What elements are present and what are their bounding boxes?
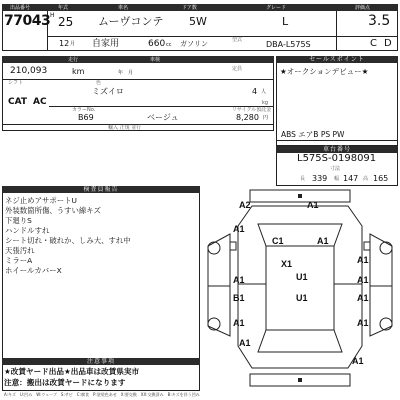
transmission: CAT bbox=[8, 97, 28, 107]
recycle-label: リサイクル預託金 bbox=[232, 107, 272, 113]
width: 147 bbox=[343, 174, 359, 183]
capacity: 4 bbox=[252, 87, 258, 96]
notes-line: 注意：搬出は改賃ヤードになります bbox=[4, 378, 126, 387]
damage-mark: A1 bbox=[357, 275, 369, 285]
damage-mark: A1 bbox=[239, 338, 251, 348]
damage-mark: A1 bbox=[317, 236, 329, 246]
previous-auction: 輸入 正規 並行 bbox=[108, 125, 142, 131]
inspector-line: 外装数箇所傷、うすい線キズ bbox=[5, 206, 101, 215]
inspector-line: ホイールカバーX bbox=[5, 266, 62, 275]
damage-mark: A1 bbox=[357, 318, 369, 328]
year-label: 年式 bbox=[58, 5, 69, 11]
door-count: 5W bbox=[189, 15, 207, 28]
car-name: ムーヴコンテ bbox=[98, 15, 164, 28]
damage-mark: C1 bbox=[272, 236, 284, 246]
grade-label: グレード bbox=[266, 5, 287, 11]
specs-header bbox=[2, 56, 274, 63]
color-header: 色 bbox=[96, 80, 102, 86]
damage-mark: A1 bbox=[357, 255, 369, 265]
door-label: ドア数 bbox=[182, 5, 197, 11]
inspector-line: ミラーA bbox=[5, 256, 33, 265]
first-reg-month: 12 bbox=[59, 39, 70, 48]
damage-mark: A2 bbox=[239, 200, 251, 210]
recycle-unit: 円 bbox=[263, 115, 269, 121]
inspector-line: 天張汚れ bbox=[5, 246, 35, 255]
damage-mark: A1 bbox=[233, 224, 245, 234]
color-code: B69 bbox=[78, 113, 94, 122]
footer-legend: A:キズ U:凹み W:ウェーブ S:サビ C:腐食 P:塗装色あせ X:要交換 XX:交換済み B:キズを伴う凹み bbox=[4, 392, 200, 397]
inspector-line: 下廻りS bbox=[5, 216, 32, 225]
era-mark: H bbox=[50, 12, 55, 19]
damage-mark: U1 bbox=[296, 293, 308, 303]
damage-mark: A1 bbox=[352, 356, 364, 366]
recycle-fee: 8,280 bbox=[236, 113, 259, 122]
damage-mark: A1 bbox=[357, 293, 369, 303]
model-label: 型式 bbox=[232, 37, 243, 43]
displacement-unit: cc bbox=[166, 42, 172, 48]
color-code-label: カラーNo. bbox=[72, 107, 96, 113]
interior-color: ベージュ bbox=[147, 113, 179, 122]
chassis-number: L575S-0198091 bbox=[297, 153, 377, 164]
model-year: 25 bbox=[58, 15, 74, 29]
lot-number: 77043 bbox=[4, 13, 51, 29]
inspector-line: ハンドルすれ bbox=[5, 226, 50, 235]
damage-mark: A1 bbox=[233, 275, 245, 285]
exterior-grade: D bbox=[384, 38, 392, 49]
width-label: 幅 bbox=[334, 176, 340, 182]
sales-point-header: セールスポイント bbox=[276, 56, 398, 63]
month-suffix: 月 bbox=[70, 41, 76, 47]
mileage-header: 走行 bbox=[68, 57, 79, 63]
inspector-header: 検査員報告 bbox=[2, 186, 200, 193]
dims-label: 寸法 bbox=[330, 166, 341, 172]
interior-grade: C bbox=[370, 38, 377, 49]
lot-label: 出品番号 bbox=[10, 5, 31, 11]
mileage: 210,093 bbox=[10, 66, 48, 76]
damage-mark: A1 bbox=[307, 200, 319, 210]
fuel-type: ガソリン bbox=[180, 40, 208, 48]
car-diagram bbox=[202, 186, 398, 391]
mileage-unit: km bbox=[72, 67, 85, 76]
inspection-header: 車検 bbox=[150, 57, 161, 63]
model-code: DBA-L575S bbox=[266, 40, 311, 49]
shift-label: シフト bbox=[8, 80, 24, 86]
air-conditioning: AC bbox=[33, 97, 47, 107]
sales-point-text: ★オークションデビュー★ bbox=[280, 67, 369, 76]
load-unit: kg bbox=[262, 100, 269, 106]
height-label: 高 bbox=[363, 176, 369, 182]
damage-mark: X1 bbox=[281, 259, 293, 269]
inspector-line: シート切れ・破れか、しみ大、すれ中 bbox=[5, 236, 131, 245]
color-name: ミズイロ bbox=[92, 87, 124, 96]
height: 165 bbox=[373, 174, 389, 183]
length: 339 bbox=[312, 174, 328, 183]
grade: L bbox=[282, 15, 289, 28]
displacement: 660 bbox=[148, 39, 166, 49]
equipment-list: ABS エアB PS PW bbox=[281, 130, 345, 139]
damage-mark: A1 bbox=[233, 318, 245, 328]
usage: 自家用 bbox=[92, 39, 120, 49]
chassis-header: 車台番号 bbox=[276, 146, 398, 153]
capacity-unit: 人 bbox=[261, 89, 267, 95]
auction-score: 3.5 bbox=[368, 13, 391, 29]
length-label: 長 bbox=[300, 176, 306, 182]
notes-header: 注意事項 bbox=[2, 358, 200, 365]
damage-mark: B1 bbox=[233, 293, 245, 303]
score-label: 評価点 bbox=[355, 5, 371, 11]
inspector-line: ネジ止めアサポートU bbox=[5, 196, 77, 205]
capacity-header: 定員 bbox=[232, 66, 243, 72]
damage-mark: U1 bbox=[296, 272, 308, 282]
inspection-date: 年 月 bbox=[118, 70, 134, 76]
notes-line: ★改賃ヤード出品★出品車は改賃県実市 bbox=[4, 367, 140, 376]
car-name-label: 車名 bbox=[118, 5, 129, 11]
